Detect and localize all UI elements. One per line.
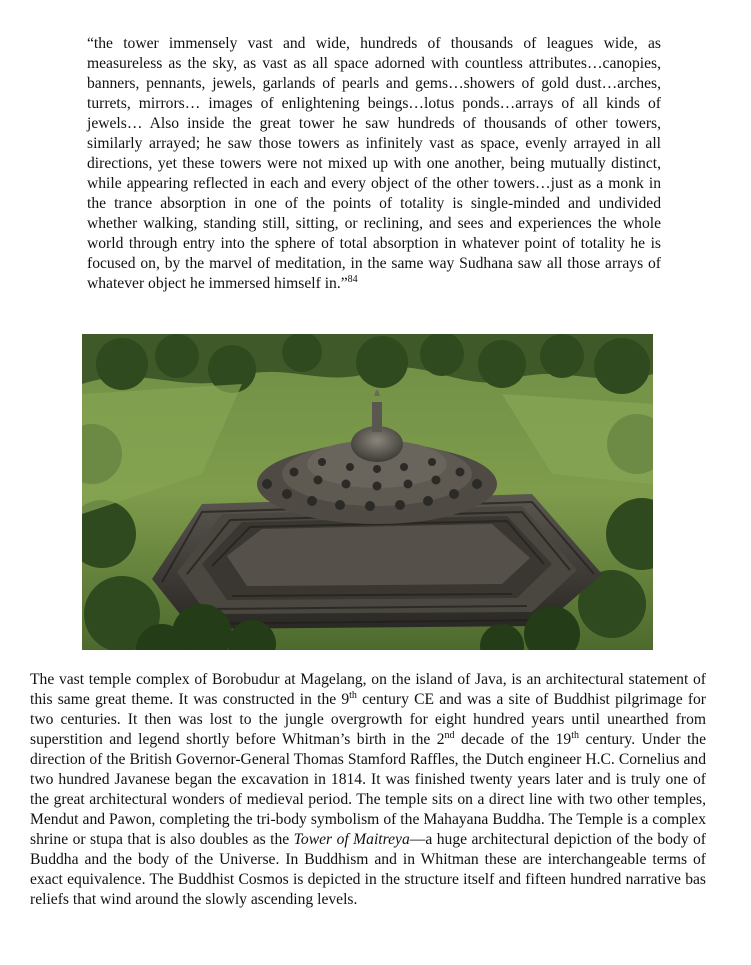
- quotation-text: “the tower immensely vast and wide, hundreds of thousands of leagues wide, as measureless as the sky, as vast as all space adorned with countless attributes…canopies, banners, pennants, jewels, garlands of pearls and gems…showers of gold dust…arches, turrets, mirrors… images of enlightening beings…lotus ponds…arrays of all kinds of jewels… Also inside the great tower he saw hundreds of thousands of other towers, similarly arrayed; he saw those towers as infinitely vast as space, evenly arrayed in all directions, yet these towers were not mixed up with one another, being mutually distinct, while appearing reflected in each and every object of the other towers…just as a monk in the trance absorption in one of the points of totality is single-minded and undivided whether walking, standing still, sitting, or reclining, and sees and experiences the whole world through entry into the sphere of total absorption in whatever point of totality he is focused on, by the marvel of meditation, in the same way Sudhana saw all those arrays of whatever object he immersed himself in.”: [87, 35, 661, 292]
- caption-paragraph: [30, 670, 706, 910]
- quotation-block: [87, 34, 661, 294]
- borobudur-photo: [82, 334, 653, 650]
- ordinal-superscript-3: th: [571, 730, 580, 741]
- caption-text-3: decade of the 19: [454, 731, 572, 748]
- tower-of-maitreya-title: Tower of Maitreya: [293, 831, 410, 848]
- caption-text-4: century. Under the direction of the British Governor-General Thomas Stamford Raffles, the Dutch engineer H.C. Cornelius and two hundred Javanese began the excavation in 1814. It was finished twenty years later and is truly one of the great architectural wonders of medieval period. The temple sits on a direct line with two other temples, Mendut and Pawon, completing the tri-body symbolism of the Mahayana Buddha. The Temple is a complex shrine or stupa that is also doubles as the: [30, 731, 707, 848]
- ordinal-superscript-1: th: [349, 690, 357, 701]
- footnote-reference: 84: [347, 274, 358, 285]
- ordinal-superscript-2: nd: [444, 730, 455, 741]
- caption-text-2: century CE and was a site of Buddhist pilgrimage for two centuries. It then was lost to the jungle overgrowth for eight hundred years until unearthed from superstition and legend shortly before Whitman’s birth in the 2: [30, 691, 706, 748]
- caption-text-5: —a huge architectural depiction of the body of Buddha and the body of the Universe. In Buddhism and in Whitman these are interchangeable terms of exact equivalence. The Buddhist Cosmos is depicted in the structure itself and fifteen hundred narrative bas reliefs that wind around the slowly ascending levels.: [30, 831, 707, 908]
- caption-text-1: The vast temple complex of Borobudur at Magelang, on the island of Java, is an architectural statement of this same great theme. It was constructed in the 9: [30, 671, 706, 708]
